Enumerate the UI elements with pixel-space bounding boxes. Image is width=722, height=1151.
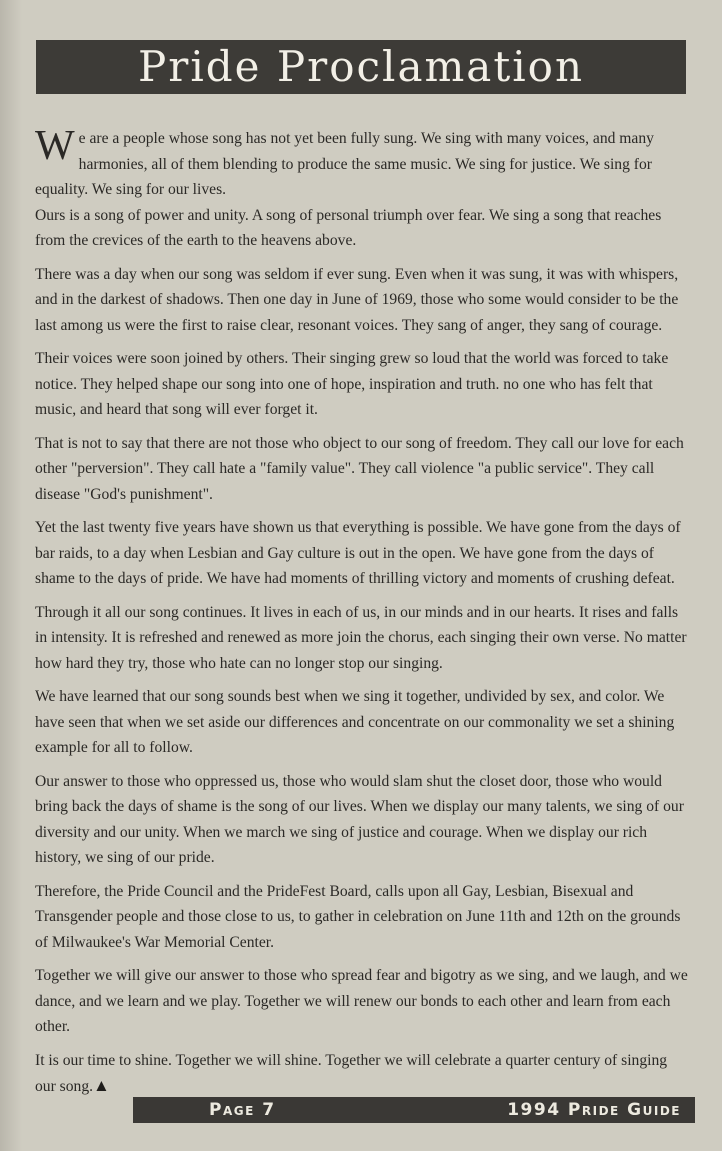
proclamation-body [35, 123, 688, 1108]
paragraph-8: We have learned that our song sounds best when we sing it together, undivided by sex, and color. We have seen that when we set aside our differences and concentrate on our commonality we set a shining example for all to follow. [35, 688, 675, 756]
paragraph-6: Yet the last twenty five years have shown us that everything is possible. We have gone from the days of bar raids, to a day when Lesbian and Gay culture is out in the open. We have gone from the days of shame to the days of pride. We have had moments of thrilling victory and moments of crushing defeat. [35, 519, 681, 587]
paragraph-2: Ours is a song of power and unity. A song of personal triumph over fear. We sing a song that reaches from the crevices of the earth to the heavens above. [35, 206, 662, 249]
end-mark-triangle-icon: ▲ [93, 1076, 110, 1095]
page-title: Pride Proclamation [138, 42, 584, 91]
paragraph-12 [35, 1048, 688, 1100]
footer-bar [133, 1097, 695, 1123]
page-binding-shadow [0, 0, 22, 1151]
paragraph-5: That is not to say that there are not those who object to our song of freedom. They call our love for each other "perversion". They call hate a "family value". They call violence "a public service". They call disease "God's punishment". [35, 434, 684, 503]
paragraph-10: Therefore, the Pride Council and the PrideFest Board, calls upon all Gay, Lesbian, Bisexual and Transgender people and those close to us, to gather in celebration on June 11th and 12th on the grounds of Milwaukee's War Memorial Center. [35, 882, 681, 951]
paragraph-3: There was a day when our song was seldom if ever sung. Even when it was sung, it was with whispers, and in the darkest of shadows. Then one day in June of 1969, those who some would consider to be the last among us were the first to raise clear, resonant voices. They sang of anger, they sang of courage. [35, 265, 679, 334]
paragraph-9: Our answer to those who oppressed us, those who would slam shut the closet door, those who would bring back the days of shame is the song of our lives. When we display our many talents, we sing of our diversity and our unity. When we march we sing of justice and courage. When we display our rich history, we sing of our pride. [35, 772, 684, 866]
drop-cap: W [35, 123, 75, 169]
paragraph-text: e are a people whose song has not yet been fully sung. We sing with many voices, and many harmonies, all of them blending to produce the same music. We sing for justice. We sing for equality. We sing for our lives. [35, 130, 654, 198]
paragraph-text: It is our time to shine. Together we will shine. Together we will celebrate a quarter century of singing our song. [35, 1051, 668, 1095]
paragraph-1 [35, 123, 688, 203]
page-number: Page 7 [209, 1100, 276, 1120]
title-banner [36, 40, 686, 94]
paragraph-4: Their voices were soon joined by others. Their singing grew so loud that the world was forced to take notice. They helped shape our song into one of hope, inspiration and truth. no one who has felt that music, and heard that song will ever forget it. [35, 350, 669, 418]
paragraph-11: Together we will give our answer to those who spread fear and bigotry as we sing, and we laugh, and we dance, and we learn and we play. Together we will renew our bonds to each other and learn from each other. [35, 967, 688, 1035]
paragraph-7: Through it all our song continues. It lives in each of us, in our minds and in our hearts. It rises and falls in intensity. It is refreshed and renewed as more join the chorus, each singing their own verse. No matter how hard they try, those who hate can no longer stop our singing. [35, 603, 687, 672]
publication-name: 1994 Pride Guide [507, 1100, 681, 1120]
